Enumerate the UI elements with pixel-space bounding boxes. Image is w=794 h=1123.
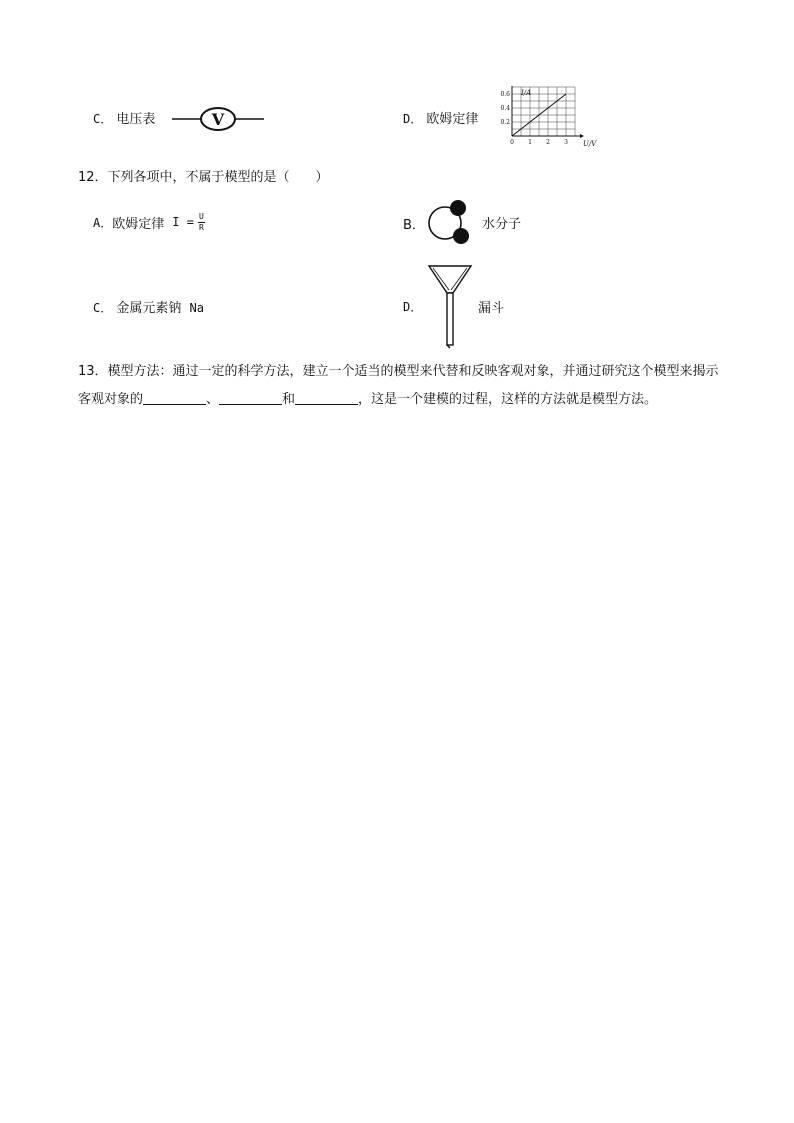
q12-option-b-label: 水分子 bbox=[482, 217, 522, 232]
formula-lhs: I = bbox=[172, 215, 194, 229]
q13-separator-1: 、 bbox=[206, 392, 220, 407]
option-label: 电压表 bbox=[116, 112, 156, 127]
chart-x-tick-label: 2 bbox=[546, 139, 550, 146]
q13-paragraph bbox=[78, 358, 723, 414]
chart-x-tick-label: 3 bbox=[564, 139, 568, 146]
chart-x-tick-label: 1 bbox=[528, 139, 532, 146]
funnel-icon bbox=[427, 264, 473, 350]
formula-fraction bbox=[198, 212, 205, 233]
chart-x-arrow bbox=[580, 134, 584, 138]
option-letter: D． bbox=[403, 112, 423, 126]
q13-text-part1: 13．模型方法：通过一定的科学方法，建立一个适当的模型来代替和反映客观对象，并通过研究这个模型来揭示客观对象的 bbox=[78, 364, 719, 407]
q13-text-part2: ，这是一个建模的过程，这样的方法就是模型方法。 bbox=[358, 392, 658, 407]
chart-y-tick-label: 0.6 bbox=[500, 91, 510, 98]
answer-blank-3[interactable] bbox=[295, 390, 358, 405]
option-letter: C． bbox=[93, 112, 113, 126]
voltmeter-symbol-icon bbox=[172, 105, 264, 133]
formula-numerator: U bbox=[198, 211, 204, 221]
water-molecule-icon bbox=[426, 198, 472, 244]
q12-option-d-label: 漏斗 bbox=[478, 301, 505, 316]
chart-y-tick-label: 0.2 bbox=[500, 119, 510, 126]
option-letter: C． bbox=[93, 301, 113, 315]
q12-option-b-letter: B． bbox=[403, 218, 425, 233]
voltmeter-letter: V bbox=[211, 110, 225, 129]
option-label: 欧姆定律 bbox=[426, 112, 479, 127]
sodium-symbol: Na bbox=[189, 301, 204, 315]
formula-denominator: R bbox=[198, 222, 204, 232]
chart-y-label: I/A bbox=[521, 89, 532, 97]
answer-blank-2[interactable] bbox=[219, 390, 282, 405]
q12-option-d-letter: D． bbox=[403, 300, 423, 314]
option-label: 欧姆定律 bbox=[112, 216, 165, 232]
ohm-law-chart bbox=[500, 86, 602, 148]
chart-x-tick-label: 0 bbox=[510, 139, 514, 146]
q12-option-c bbox=[93, 297, 204, 316]
answer-blank-1[interactable] bbox=[143, 390, 206, 405]
q12-stem: 12．下列各项中，不属于模型的是（ ） bbox=[78, 170, 329, 185]
chart-x-label: U/V bbox=[583, 140, 597, 148]
q12-option-a bbox=[93, 208, 205, 236]
chart-y-tick-label: 0.4 bbox=[500, 105, 510, 112]
q13-separator-2: 和 bbox=[282, 392, 296, 407]
option-label: 金属元素钠 bbox=[116, 301, 182, 316]
q11-option-c bbox=[93, 108, 155, 128]
option-letter: A． bbox=[93, 215, 113, 230]
q11-option-d bbox=[403, 108, 478, 128]
